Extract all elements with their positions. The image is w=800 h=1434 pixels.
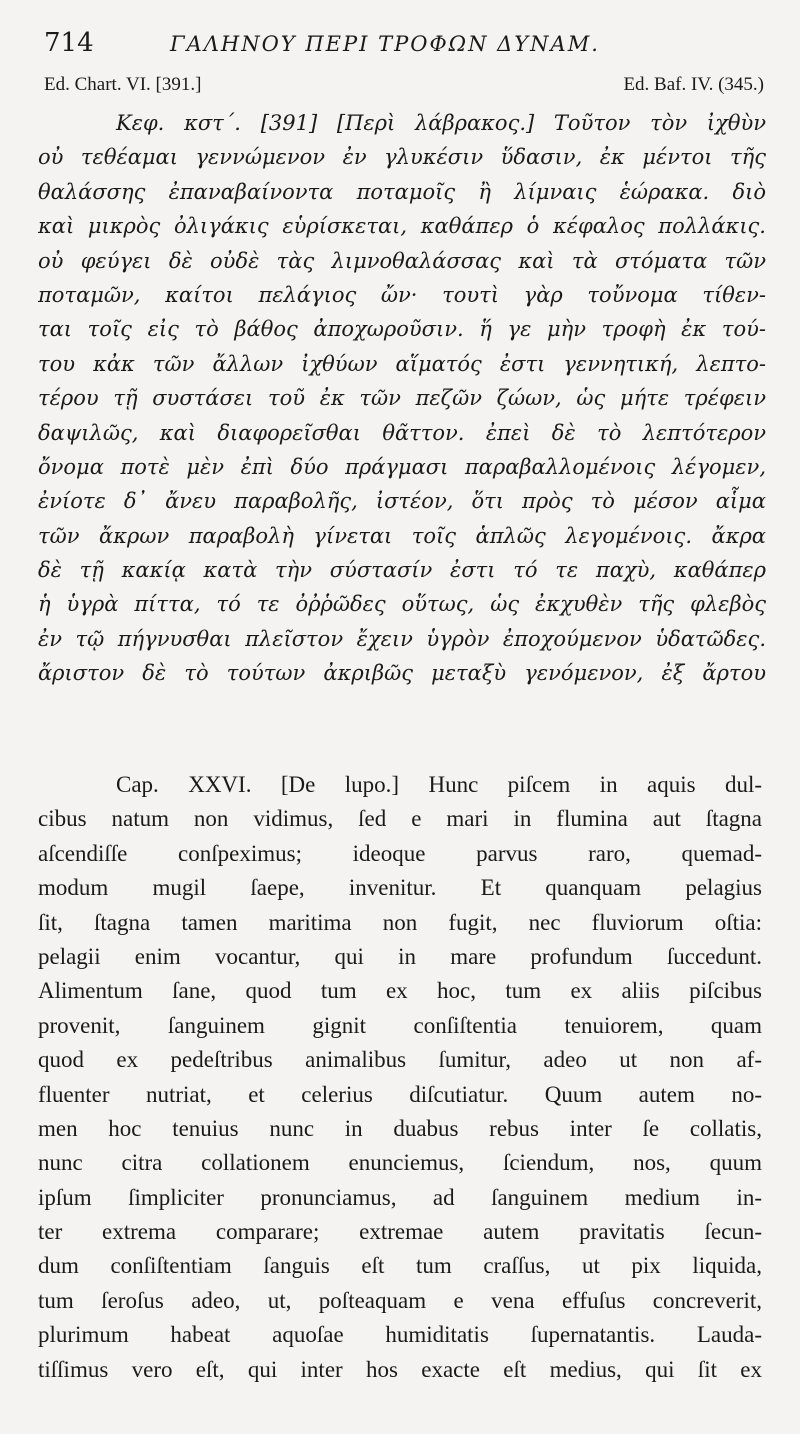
latin-line: ter extrema comparare; extremae autem pravitatis ſecun- bbox=[38, 1219, 762, 1245]
running-title: ΓΑΛΗΝΟΥ ΠΕΡΙ ΤΡΟΦΩΝ ΔΥΝΑΜ. bbox=[170, 32, 600, 56]
latin-line: plurimum habeat aquoſae humiditatis ſupernatantis. Lauda- bbox=[38, 1322, 762, 1348]
latin-line: cibus natum non vidimus, ſed e mari in flumina aut ſtagna bbox=[38, 806, 762, 832]
latin-line: tiſſimus vero eſt, qui inter hos exacte eſt medius, qui ſit ex bbox=[38, 1356, 762, 1382]
greek-line: ἄριστον δὲ τὸ τούτων ἀκριβῶς μεταξὺ γενόμενον, ἐξ ἄρτου bbox=[38, 661, 766, 686]
greek-line: ποταμῶν, καίτοι πελάγιος ὤν· τουτὶ γὰρ τοὔνομα τίθεν- bbox=[38, 282, 766, 307]
latin-line: ſit, ſtagna tamen maritima non fugit, nec fluviorum oſtia: bbox=[38, 909, 762, 935]
running-head bbox=[40, 28, 760, 68]
greek-line: θαλάσσης ἐπαναβαίνοντα ποταμοῖς ἢ λίμναις ἑώρακα. διὸ bbox=[38, 179, 766, 204]
latin-line: dum conſiſtentiam ſanguis eſt tum craſſus, ut pix liquida, bbox=[38, 1253, 762, 1279]
greek-line: τῶν ἄκρων παραβολὴ γίνεται τοῖς ἁπλῶς λεγομένοις. ἄκρα bbox=[38, 523, 766, 548]
greek-line: ται τοῖς εἰς τὸ βάθος ἀποχωροῦσιν. ἥ γε μὴν τροφὴ ἐκ τού- bbox=[38, 317, 766, 342]
latin-line: men hoc tenuius nunc in duabus rebus inter ſe collatis, bbox=[38, 1115, 762, 1141]
greek-line: ἡ ὑγρὰ πίττα, τό τε ὀῤῥῶδες οὕτως, ὡς ἐκχυθὲν τῆς φλεβὸς bbox=[38, 592, 766, 617]
latin-line: nunc citra collationem enunciemus, ſciendum, nos, quum bbox=[38, 1150, 762, 1176]
latin-line: provenit, ſanguinem gignit conſiſtentia tenuiorem, quam bbox=[38, 1012, 762, 1038]
edition-chartier-reference: Ed. Chart. VI. [391.] bbox=[44, 74, 202, 95]
latin-line: ipſum ſimpliciter pronunciamus, ad ſanguinem medium in- bbox=[38, 1184, 762, 1210]
greek-line: καὶ μικρὸς ὀλιγάκις εὑρίσκεται, καθάπερ ὁ κέφαλος πολλάκις. bbox=[38, 214, 766, 239]
latin-line: Cap. XXVI. [De lupo.] Hunc piſcem in aquis dul- bbox=[116, 772, 762, 797]
greek-line: του κἀκ τῶν ἄλλων ἰχθύων αἵματός ἐστι γεννητική, λεπτο- bbox=[38, 351, 766, 376]
latin-text-block bbox=[38, 768, 762, 1387]
greek-line: οὐ φεύγει δὲ οὐδὲ τὰς λιμνοθαλάσσας καὶ τὰ στόματα τῶν bbox=[38, 248, 766, 273]
page-number: 714 bbox=[44, 28, 94, 58]
latin-line: aſcendiſſe conſpeximus; ideoque parvus raro, quemad- bbox=[38, 840, 762, 866]
edition-reference-line bbox=[44, 74, 764, 102]
greek-line: οὐ τεθέαμαι γεννώμενον ἐν γλυκέσιν ὕδασιν, ἐκ μέντοι τῆς bbox=[38, 145, 766, 170]
greek-line: δὲ τῇ κακίᾳ κατὰ τὴν σύστασίν ἐστι τό τε παχὺ, καθάπερ bbox=[38, 558, 766, 583]
latin-line: fluenter nutriat, et celerius diſcutiatur. Quum autem no- bbox=[38, 1081, 762, 1107]
greek-line: ἐν τῷ πήγνυσθαι πλεῖστον ἔχειν ὑγρὸν ἐποχούμενον ὑδατῶδες. bbox=[38, 626, 766, 651]
latin-line: tum ſeroſus adeo, ut, poſteaquam e vena effuſus concreverit, bbox=[38, 1287, 762, 1313]
latin-line: Alimentum ſane, quod tum ex hoc, tum ex aliis piſcibus bbox=[38, 978, 762, 1004]
greek-line: Κεφ. κστ΄. [391] [Περὶ λάβρακος.] Τοῦτον τὸν ἰχθὺν bbox=[116, 111, 766, 135]
greek-line: ὄνομα ποτὲ μὲν ἐπὶ δύο πράγμασι παραβαλλομένοις λέγομεν, bbox=[38, 454, 766, 479]
latin-line: quod ex pedeſtribus animalibus ſumitur, adeo ut non af- bbox=[38, 1047, 762, 1073]
greek-line: ἐνίοτε δ᾽ ἄνευ παραβολῆς, ἰστέον, ὅτι πρὸς τὸ μέσον αἷμα bbox=[38, 489, 766, 514]
edition-basel-reference: Ed. Baf. IV. (345.) bbox=[623, 74, 764, 95]
greek-text-block bbox=[38, 106, 766, 691]
greek-line: δαψιλῶς, καὶ διαφορεῖσθαι θᾶττον. ἐπεὶ δὲ τὸ λεπτότερον bbox=[38, 420, 766, 445]
latin-line: modum mugil ſaepe, invenitur. Et quanquam pelagius bbox=[38, 875, 762, 901]
latin-line: pelagii enim vocantur, qui in mare profundum ſuccedunt. bbox=[38, 943, 762, 969]
greek-line: τέρου τῇ συστάσει τοῦ ἐκ τῶν πεζῶν ζώων, ὡς μήτε τρέφειν bbox=[38, 386, 766, 411]
